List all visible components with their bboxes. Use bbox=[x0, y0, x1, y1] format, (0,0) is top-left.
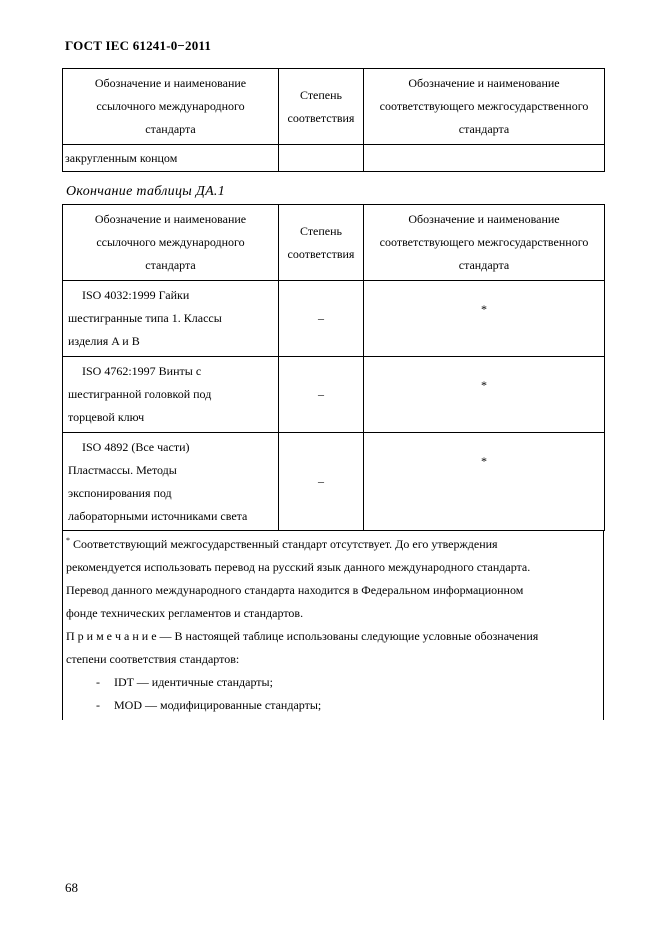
header-cell-degree bbox=[279, 205, 364, 281]
cell-line: лабораторными источниками света bbox=[68, 508, 248, 523]
degree-cell bbox=[279, 281, 364, 357]
note-line: степени соответствия стандартов: bbox=[66, 652, 240, 666]
table-header-row bbox=[63, 205, 605, 281]
table-notes bbox=[66, 533, 606, 717]
reference-standard-cell bbox=[63, 433, 279, 531]
header-line: ссылочного международного bbox=[96, 235, 245, 249]
footnote-line bbox=[66, 533, 606, 556]
cell-line: Пластмассы. Методы bbox=[68, 462, 177, 477]
header-line: Обозначение и наименование bbox=[94, 212, 247, 226]
cell-line: ISO 4892 (Все части) bbox=[82, 439, 190, 454]
star-mark: * bbox=[481, 302, 487, 316]
degree-value: – bbox=[318, 387, 324, 401]
footnote-star: * bbox=[66, 536, 70, 545]
star-mark: * bbox=[481, 454, 487, 468]
interstate-standard-cell bbox=[364, 357, 605, 433]
table-caption: Окончание таблицы ДА.1 bbox=[66, 184, 226, 199]
header-line: стандарта bbox=[458, 122, 510, 136]
empty-cell bbox=[364, 145, 605, 172]
reference-standard-cell bbox=[63, 281, 279, 357]
footnote-line: рекомендуется использовать перевод на русский язык данного международного стандарта. bbox=[66, 560, 531, 574]
header-line: Обозначение и наименование bbox=[94, 76, 247, 90]
footnote-line: фонде технических регламентов и стандартов. bbox=[66, 606, 304, 620]
table-header-row bbox=[63, 69, 605, 145]
header-line: Обозначение и наименование bbox=[408, 212, 560, 226]
list-item bbox=[66, 694, 606, 717]
table-row bbox=[63, 281, 605, 357]
cell-line: шестигранной головкой под bbox=[68, 387, 212, 401]
interstate-standard-cell bbox=[364, 433, 605, 531]
cell-line: ISO 4032:1999 Гайки bbox=[82, 288, 190, 302]
header-cell-reference-standard bbox=[63, 69, 279, 145]
header-line: стандарта bbox=[458, 258, 510, 272]
footnote-text: Соответствующий межгосударственный стандарт отсутствует. До его утверждения bbox=[70, 537, 498, 551]
header-line: соответствующего межгосударственного bbox=[379, 99, 589, 113]
page-number: 68 bbox=[65, 880, 78, 895]
degree-cell bbox=[279, 433, 364, 531]
header-cell-interstate-standard bbox=[364, 205, 605, 281]
cell-line: ISO 4762:1997 Винты с bbox=[82, 364, 202, 378]
cell-line: экспонирования под bbox=[68, 485, 172, 500]
header-line: соответствующего межгосударственного bbox=[379, 235, 589, 249]
degree-value: – bbox=[318, 474, 324, 488]
header-line: Обозначение и наименование bbox=[408, 76, 560, 90]
table-row bbox=[63, 145, 605, 172]
header-line: соответствия bbox=[287, 110, 355, 125]
table-row bbox=[63, 357, 605, 433]
document-header-title: ГОСТ IEC 61241-0−2011 bbox=[65, 38, 212, 53]
reference-standard-cell bbox=[63, 357, 279, 433]
continuation-cell: закругленным концом bbox=[63, 145, 279, 172]
cell-line: шестигранные типа 1. Классы bbox=[68, 311, 222, 325]
interstate-standard-cell bbox=[364, 281, 605, 357]
standards-table bbox=[62, 204, 605, 531]
header-line: Степень bbox=[299, 87, 343, 102]
footnote-line: Перевод данного международного стандарта находится в Федеральном информационном bbox=[66, 583, 524, 597]
empty-cell bbox=[279, 145, 364, 172]
table-row bbox=[63, 433, 605, 531]
list-item bbox=[66, 671, 606, 694]
note-line: П р и м е ч а н и е –– В настоящей таблице использованы следующие условные обозначения bbox=[66, 629, 539, 643]
header-cell-reference-standard bbox=[63, 205, 279, 281]
header-cell-degree bbox=[279, 69, 364, 145]
continuation-table bbox=[62, 68, 605, 172]
star-mark: * bbox=[481, 378, 487, 392]
header-line: стандарта bbox=[145, 258, 196, 272]
cell-line: торцевой ключ bbox=[68, 410, 145, 424]
list-item-text: MOD — модифицированные стандарты; bbox=[114, 698, 322, 712]
header-line: ссылочного международного bbox=[96, 99, 245, 113]
header-line: Степень bbox=[299, 223, 343, 238]
bullet-dash: - bbox=[96, 698, 100, 712]
bullet-dash: - bbox=[96, 675, 100, 689]
cell-line: изделия A и B bbox=[68, 334, 140, 348]
degree-cell bbox=[279, 357, 364, 433]
header-cell-interstate-standard bbox=[364, 69, 605, 145]
header-line: стандарта bbox=[145, 122, 196, 136]
header-line: соответствия bbox=[287, 246, 355, 261]
list-item-text: IDT — идентичные стандарты; bbox=[114, 675, 273, 689]
degree-value: – bbox=[318, 311, 324, 325]
